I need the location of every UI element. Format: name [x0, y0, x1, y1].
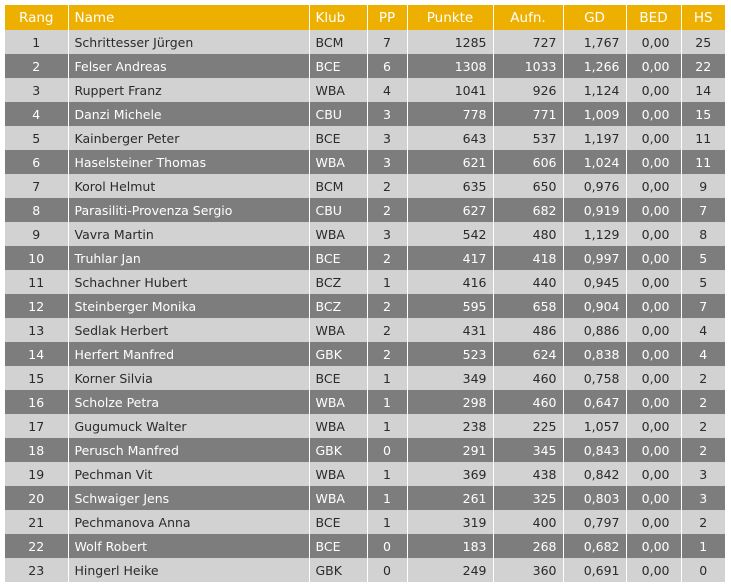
cell-punkte: 1308 — [407, 54, 493, 78]
cell-aufn: 460 — [493, 390, 563, 414]
cell-klub: CBU — [309, 198, 367, 222]
cell-hs: 7 — [681, 294, 725, 318]
cell-rang: 8 — [5, 198, 68, 222]
cell-rang: 17 — [5, 414, 68, 438]
cell-aufn: 440 — [493, 270, 563, 294]
cell-pp: 1 — [367, 270, 407, 294]
cell-bed: 0,00 — [626, 486, 681, 510]
cell-rang: 19 — [5, 462, 68, 486]
cell-aufn: 537 — [493, 126, 563, 150]
cell-gd: 0,838 — [563, 342, 626, 366]
cell-rang: 9 — [5, 222, 68, 246]
table-row — [5, 174, 725, 198]
cell-gd: 1,266 — [563, 54, 626, 78]
cell-bed: 0,00 — [626, 174, 681, 198]
cell-name: Herfert Manfred — [68, 342, 309, 366]
cell-aufn: 624 — [493, 342, 563, 366]
cell-punkte: 183 — [407, 534, 493, 558]
cell-name: Steinberger Monika — [68, 294, 309, 318]
cell-pp: 0 — [367, 534, 407, 558]
cell-punkte: 778 — [407, 102, 493, 126]
cell-hs: 4 — [681, 318, 725, 342]
cell-klub: BCE — [309, 126, 367, 150]
cell-punkte: 298 — [407, 390, 493, 414]
cell-name: Wolf Robert — [68, 534, 309, 558]
cell-bed: 0,00 — [626, 390, 681, 414]
cell-punkte: 523 — [407, 342, 493, 366]
cell-pp: 2 — [367, 174, 407, 198]
table-row — [5, 126, 725, 150]
cell-gd: 1,009 — [563, 102, 626, 126]
cell-pp: 2 — [367, 342, 407, 366]
cell-aufn: 650 — [493, 174, 563, 198]
cell-klub: WBA — [309, 78, 367, 102]
cell-bed: 0,00 — [626, 366, 681, 390]
cell-rang: 21 — [5, 510, 68, 534]
cell-bed: 0,00 — [626, 294, 681, 318]
cell-gd: 1,057 — [563, 414, 626, 438]
cell-punkte: 416 — [407, 270, 493, 294]
table-row — [5, 534, 725, 558]
cell-hs: 11 — [681, 150, 725, 174]
cell-aufn: 460 — [493, 366, 563, 390]
cell-rang: 5 — [5, 126, 68, 150]
cell-hs: 3 — [681, 462, 725, 486]
cell-klub: GBK — [309, 558, 367, 582]
cell-rang: 20 — [5, 486, 68, 510]
cell-punkte: 1285 — [407, 30, 493, 54]
cell-rang: 11 — [5, 270, 68, 294]
cell-pp: 2 — [367, 294, 407, 318]
cell-name: Scholze Petra — [68, 390, 309, 414]
cell-hs: 1 — [681, 534, 725, 558]
table-row — [5, 78, 725, 102]
cell-aufn: 325 — [493, 486, 563, 510]
cell-rang: 7 — [5, 174, 68, 198]
column-header-name[interactable]: Name — [68, 5, 309, 30]
column-header-pp[interactable]: PP — [367, 5, 407, 30]
cell-pp: 3 — [367, 102, 407, 126]
cell-name: Pechman Vit — [68, 462, 309, 486]
cell-name: Korner Silvia — [68, 366, 309, 390]
cell-rang: 2 — [5, 54, 68, 78]
table-row — [5, 222, 725, 246]
cell-bed: 0,00 — [626, 510, 681, 534]
cell-hs: 2 — [681, 438, 725, 462]
cell-hs: 2 — [681, 390, 725, 414]
cell-bed: 0,00 — [626, 342, 681, 366]
cell-klub: WBA — [309, 486, 367, 510]
table-row — [5, 366, 725, 390]
cell-rang: 10 — [5, 246, 68, 270]
column-header-aufn[interactable]: Aufn. — [493, 5, 563, 30]
cell-klub: CBU — [309, 102, 367, 126]
cell-bed: 0,00 — [626, 78, 681, 102]
cell-aufn: 225 — [493, 414, 563, 438]
cell-klub: WBA — [309, 318, 367, 342]
cell-punkte: 621 — [407, 150, 493, 174]
table-row — [5, 558, 725, 582]
cell-klub: WBA — [309, 414, 367, 438]
cell-punkte: 595 — [407, 294, 493, 318]
cell-name: Schwaiger Jens — [68, 486, 309, 510]
cell-gd: 0,691 — [563, 558, 626, 582]
cell-klub: GBK — [309, 438, 367, 462]
cell-name: Schrittesser Jürgen — [68, 30, 309, 54]
cell-aufn: 480 — [493, 222, 563, 246]
cell-name: Perusch Manfred — [68, 438, 309, 462]
cell-name: Felser Andreas — [68, 54, 309, 78]
cell-gd: 0,797 — [563, 510, 626, 534]
cell-punkte: 643 — [407, 126, 493, 150]
cell-name: Hingerl Heike — [68, 558, 309, 582]
cell-gd: 1,197 — [563, 126, 626, 150]
table-row — [5, 486, 725, 510]
cell-klub: BCE — [309, 534, 367, 558]
cell-bed: 0,00 — [626, 558, 681, 582]
cell-hs: 14 — [681, 78, 725, 102]
cell-pp: 2 — [367, 318, 407, 342]
cell-hs: 5 — [681, 246, 725, 270]
cell-klub: WBA — [309, 222, 367, 246]
cell-klub: BCZ — [309, 294, 367, 318]
cell-gd: 1,129 — [563, 222, 626, 246]
table-row — [5, 462, 725, 486]
cell-name: Danzi Michele — [68, 102, 309, 126]
cell-name: Pechmanova Anna — [68, 510, 309, 534]
cell-rang: 14 — [5, 342, 68, 366]
cell-klub: BCM — [309, 174, 367, 198]
cell-name: Vavra Martin — [68, 222, 309, 246]
cell-aufn: 486 — [493, 318, 563, 342]
cell-bed: 0,00 — [626, 126, 681, 150]
cell-punkte: 635 — [407, 174, 493, 198]
cell-pp: 6 — [367, 54, 407, 78]
cell-klub: BCE — [309, 54, 367, 78]
cell-pp: 3 — [367, 222, 407, 246]
column-header-rang[interactable]: Rang — [5, 5, 68, 30]
table-row — [5, 414, 725, 438]
column-header-hs[interactable]: HS — [681, 5, 725, 30]
cell-rang: 3 — [5, 78, 68, 102]
cell-punkte: 238 — [407, 414, 493, 438]
cell-aufn: 360 — [493, 558, 563, 582]
cell-rang: 22 — [5, 534, 68, 558]
cell-pp: 7 — [367, 30, 407, 54]
cell-aufn: 771 — [493, 102, 563, 126]
cell-rang: 4 — [5, 102, 68, 126]
cell-klub: WBA — [309, 462, 367, 486]
table-row — [5, 270, 725, 294]
column-header-punkte[interactable]: Punkte — [407, 5, 493, 30]
cell-klub: WBA — [309, 390, 367, 414]
cell-gd: 0,904 — [563, 294, 626, 318]
cell-klub: WBA — [309, 150, 367, 174]
cell-pp: 2 — [367, 198, 407, 222]
cell-aufn: 1033 — [493, 54, 563, 78]
cell-name: Parasiliti-Provenza Sergio — [68, 198, 309, 222]
cell-gd: 0,842 — [563, 462, 626, 486]
table-row — [5, 30, 725, 54]
cell-rang: 6 — [5, 150, 68, 174]
cell-name: Schachner Hubert — [68, 270, 309, 294]
cell-pp: 3 — [367, 150, 407, 174]
cell-gd: 0,843 — [563, 438, 626, 462]
cell-gd: 0,803 — [563, 486, 626, 510]
cell-gd: 0,945 — [563, 270, 626, 294]
cell-pp: 1 — [367, 414, 407, 438]
cell-bed: 0,00 — [626, 54, 681, 78]
cell-punkte: 417 — [407, 246, 493, 270]
table-body — [5, 30, 725, 582]
cell-pp: 4 — [367, 78, 407, 102]
cell-name: Haselsteiner Thomas — [68, 150, 309, 174]
cell-pp: 1 — [367, 366, 407, 390]
cell-klub: GBK — [309, 342, 367, 366]
cell-gd: 0,758 — [563, 366, 626, 390]
cell-aufn: 345 — [493, 438, 563, 462]
cell-punkte: 261 — [407, 486, 493, 510]
cell-aufn: 658 — [493, 294, 563, 318]
cell-hs: 8 — [681, 222, 725, 246]
table-row — [5, 510, 725, 534]
cell-gd: 1,124 — [563, 78, 626, 102]
cell-punkte: 1041 — [407, 78, 493, 102]
cell-pp: 0 — [367, 438, 407, 462]
cell-bed: 0,00 — [626, 150, 681, 174]
cell-bed: 0,00 — [626, 318, 681, 342]
cell-bed: 0,00 — [626, 222, 681, 246]
cell-hs: 15 — [681, 102, 725, 126]
cell-punkte: 291 — [407, 438, 493, 462]
cell-aufn: 727 — [493, 30, 563, 54]
table-row — [5, 294, 725, 318]
cell-punkte: 431 — [407, 318, 493, 342]
column-header-bed[interactable]: BED — [626, 5, 681, 30]
cell-rang: 16 — [5, 390, 68, 414]
cell-hs: 4 — [681, 342, 725, 366]
cell-pp: 1 — [367, 390, 407, 414]
cell-punkte: 542 — [407, 222, 493, 246]
cell-rang: 18 — [5, 438, 68, 462]
table-row — [5, 342, 725, 366]
column-header-klub[interactable]: Klub — [309, 5, 367, 30]
cell-hs: 2 — [681, 510, 725, 534]
cell-pp: 2 — [367, 246, 407, 270]
cell-pp: 1 — [367, 486, 407, 510]
cell-gd: 0,682 — [563, 534, 626, 558]
cell-hs: 22 — [681, 54, 725, 78]
cell-hs: 11 — [681, 126, 725, 150]
cell-bed: 0,00 — [626, 246, 681, 270]
column-header-gd[interactable]: GD — [563, 5, 626, 30]
cell-punkte: 627 — [407, 198, 493, 222]
cell-bed: 0,00 — [626, 462, 681, 486]
cell-hs: 7 — [681, 198, 725, 222]
table-row — [5, 318, 725, 342]
cell-hs: 9 — [681, 174, 725, 198]
cell-pp: 1 — [367, 510, 407, 534]
cell-pp: 3 — [367, 126, 407, 150]
cell-pp: 1 — [367, 462, 407, 486]
cell-klub: BCM — [309, 30, 367, 54]
cell-bed: 0,00 — [626, 198, 681, 222]
table-row — [5, 246, 725, 270]
cell-aufn: 438 — [493, 462, 563, 486]
cell-aufn: 926 — [493, 78, 563, 102]
cell-klub: BCE — [309, 366, 367, 390]
cell-hs: 25 — [681, 30, 725, 54]
table-row — [5, 150, 725, 174]
cell-aufn: 268 — [493, 534, 563, 558]
cell-bed: 0,00 — [626, 438, 681, 462]
cell-klub: BCE — [309, 246, 367, 270]
table-row — [5, 54, 725, 78]
cell-klub: BCE — [309, 510, 367, 534]
cell-name: Kainberger Peter — [68, 126, 309, 150]
cell-bed: 0,00 — [626, 534, 681, 558]
cell-hs: 3 — [681, 486, 725, 510]
cell-gd: 0,997 — [563, 246, 626, 270]
cell-bed: 0,00 — [626, 414, 681, 438]
cell-bed: 0,00 — [626, 102, 681, 126]
cell-gd: 0,647 — [563, 390, 626, 414]
cell-hs: 0 — [681, 558, 725, 582]
header-row — [5, 5, 725, 30]
cell-name: Korol Helmut — [68, 174, 309, 198]
ranking-table — [5, 5, 725, 582]
cell-aufn: 606 — [493, 150, 563, 174]
cell-name: Ruppert Franz — [68, 78, 309, 102]
cell-gd: 1,024 — [563, 150, 626, 174]
cell-rang: 15 — [5, 366, 68, 390]
cell-gd: 1,767 — [563, 30, 626, 54]
cell-rang: 13 — [5, 318, 68, 342]
cell-aufn: 418 — [493, 246, 563, 270]
cell-name: Gugumuck Walter — [68, 414, 309, 438]
cell-hs: 2 — [681, 414, 725, 438]
cell-rang: 1 — [5, 30, 68, 54]
cell-name: Truhlar Jan — [68, 246, 309, 270]
table-row — [5, 102, 725, 126]
cell-punkte: 249 — [407, 558, 493, 582]
cell-aufn: 682 — [493, 198, 563, 222]
cell-gd: 0,976 — [563, 174, 626, 198]
cell-aufn: 400 — [493, 510, 563, 534]
table-row — [5, 390, 725, 414]
table-row — [5, 438, 725, 462]
cell-punkte: 319 — [407, 510, 493, 534]
cell-punkte: 369 — [407, 462, 493, 486]
table-row — [5, 198, 725, 222]
cell-name: Sedlak Herbert — [68, 318, 309, 342]
cell-bed: 0,00 — [626, 30, 681, 54]
cell-bed: 0,00 — [626, 270, 681, 294]
cell-gd: 0,919 — [563, 198, 626, 222]
cell-rang: 23 — [5, 558, 68, 582]
cell-punkte: 349 — [407, 366, 493, 390]
cell-klub: BCZ — [309, 270, 367, 294]
cell-hs: 2 — [681, 366, 725, 390]
cell-gd: 0,886 — [563, 318, 626, 342]
cell-pp: 0 — [367, 558, 407, 582]
cell-rang: 12 — [5, 294, 68, 318]
cell-hs: 5 — [681, 270, 725, 294]
